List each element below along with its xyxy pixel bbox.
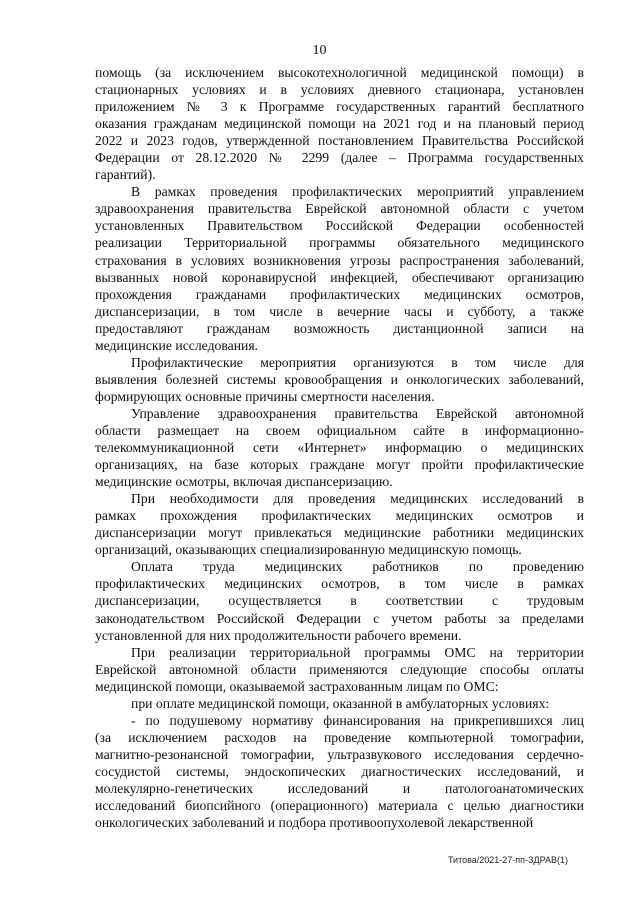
paragraph-line: страхования в условиях возникновения угрозы распространения заболеваний, — [95, 252, 584, 268]
paragraph-line: диспансеризации могут привлекаться медицинские работники медицинских — [95, 525, 584, 541]
paragraph-line: Еврейской автономной области применяются следующие способы оплаты — [95, 661, 584, 677]
paragraph-line: При необходимости для проведения медицинских исследований в — [131, 491, 584, 507]
paragraph-line: законодательством Российской Федерации с учетом работы за пределами — [95, 610, 584, 626]
paragraph-line: При реализации территориальной программы ОМС на территории — [131, 644, 584, 660]
paragraph — [95, 712, 584, 831]
paragraph-line: молекулярно-генетических исследований и патологоанатомических — [95, 780, 584, 796]
paragraph-line: диспансеризации, осуществляется в соответствии с трудовым — [95, 593, 584, 609]
paragraph-line: профилактических медицинских осмотров, в том числе в рамках — [95, 576, 584, 592]
paragraph-line: установленной для них продолжительности рабочего времени. — [95, 627, 462, 643]
paragraph-line: выявления болезней системы кровообращения и онкологических заболеваний, — [95, 371, 584, 387]
paragraph — [95, 354, 584, 405]
paragraph-line: предоставляют гражданам возможность дистанционной записи на — [95, 320, 584, 336]
paragraph-line: Управление здравоохранения правительства Еврейской автономной — [131, 405, 584, 421]
paragraph — [95, 64, 584, 183]
paragraph-line: организаций, оказывающих специализированную медицинскую помощь. — [95, 542, 522, 558]
paragraph-line: гарантий). — [95, 167, 156, 183]
paragraph-line: телекоммуникационной сети «Интернет» информацию о медицинских — [95, 440, 584, 456]
paragraph-line: прохождения гражданами профилактических медицинских осмотров, — [95, 286, 584, 302]
paragraph-line: приложением № 3 к Программе государственных гарантий бесплатного — [95, 99, 584, 115]
paragraph — [95, 183, 584, 353]
paragraph-line: (за исключением расходов на проведение компьютерной томографии, — [95, 729, 584, 745]
paragraph-line: стационарных условиях и в условиях дневного стационара, установлен — [95, 82, 584, 98]
paragraph-line: В рамках проведения профилактических мероприятий управлением — [131, 184, 584, 200]
paragraph — [95, 558, 584, 643]
paragraph-line: Федерации от 28.12.2020 № 2299 (далее – Программа государственных — [95, 150, 584, 166]
paragraph-line: области размещает на своем официальном сайте в информационно- — [95, 422, 584, 438]
paragraph-line: медицинские осмотры, включая диспансеризацию. — [95, 474, 393, 490]
paragraph — [95, 644, 584, 695]
paragraph-line: помощь (за исключением высокотехнологичной медицинской помощи) в — [95, 65, 584, 80]
paragraph-line: установленных Правительством Российской Федерации особенностей — [95, 218, 584, 234]
paragraph-line: при оплате медицинской помощи, оказанной в амбулаторных условиях: — [131, 695, 550, 711]
paragraph-line: формирующих основные причины смертности населения. — [95, 388, 435, 404]
paragraph — [95, 405, 584, 490]
paragraph-line: реализации Территориальной программы обязательного медицинского — [95, 235, 584, 251]
paragraph-line: медицинские исследования. — [95, 337, 259, 353]
paragraph-line: исследований биопсийного (операционного) материала с целью диагностики — [95, 798, 584, 814]
paragraph-line: - по подушевому нормативу финансирования на прикрепившихся лиц — [131, 712, 584, 728]
document-footer-code: Титова/2021-27-пп-ЗДРАВ(1) — [447, 855, 568, 865]
paragraph-line: Профилактические мероприятия организуются в том числе для — [131, 354, 584, 370]
paragraph-line: вызванных новой коронавирусной инфекцией, обеспечивают организацию — [95, 269, 584, 285]
paragraph — [95, 490, 584, 558]
paragraph — [95, 695, 584, 712]
paragraph-line: 2022 и 2023 годов, утвержденной постановлением Правительства Российской — [95, 133, 584, 149]
paragraph-line: организациях, на базе которых граждане могут пройти профилактические — [95, 457, 584, 473]
paragraph-line: Оплата труда медицинских работников по проведению — [131, 559, 584, 575]
paragraph-line: магнитно-резонансной томографии, ультразвукового исследования сердечно- — [95, 746, 584, 762]
paragraph-line: здравоохранения правительства Еврейской автономной области с учетом — [95, 201, 584, 217]
paragraph-line: рамках прохождения профилактических медицинских осмотров и — [95, 508, 584, 524]
paragraph-line: медицинской помощи, оказываемой застрахованным лицам по ОМС: — [95, 678, 499, 694]
paragraph-line: оказания гражданам медицинской помощи на 2021 год и на плановый период — [95, 116, 584, 132]
page-number: 10 — [312, 43, 327, 58]
paragraph-line: онкологических заболеваний и подбора противоопухолевой лекарственной — [95, 815, 534, 831]
document-body — [95, 64, 584, 831]
paragraph-line: сосудистой системы, эндоскопических диагностических исследований, и — [95, 763, 584, 779]
paragraph-line: диспансеризации, в том числе в вечерние часы и субботу, а также — [95, 303, 584, 319]
